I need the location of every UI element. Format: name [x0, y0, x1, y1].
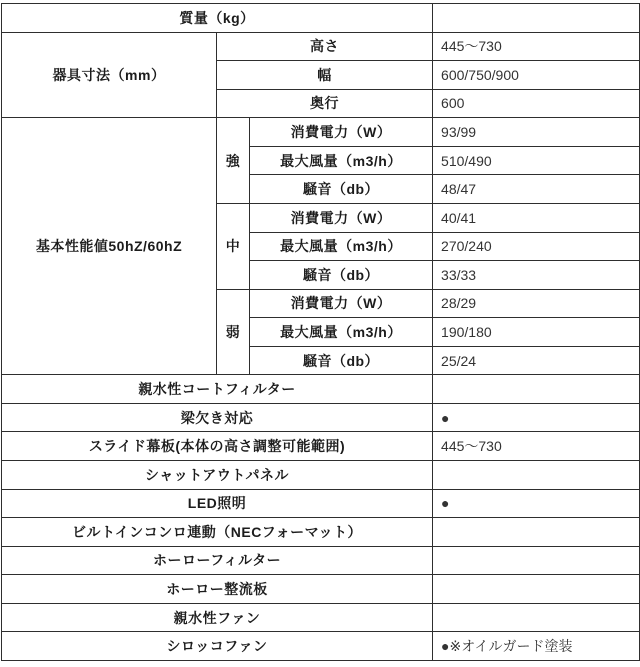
perf-weak-noise-label: 騒音（db） [250, 346, 433, 375]
row-feature-sirocco-fan [2, 632, 640, 661]
feature-label: シャットアウトパネル [2, 461, 433, 490]
dimension-depth-value: 600 [433, 89, 640, 118]
mass-label: 質量（kg） [2, 4, 433, 33]
feature-value: 445〜730 [433, 432, 640, 461]
perf-medium-power-label: 消費電力（W） [250, 203, 433, 232]
feature-label: 梁欠き対応 [2, 403, 433, 432]
perf-strong-airflow-value: 510/490 [433, 146, 640, 175]
feature-value: ● [433, 489, 640, 518]
perf-strong-airflow-label: 最大風量（m3/h） [250, 146, 433, 175]
perf-medium-airflow-value: 270/240 [433, 232, 640, 261]
feature-label: スライド幕板(本体の高さ調整可能範囲) [2, 432, 433, 461]
feature-label: ホーローフィルター [2, 546, 433, 575]
row-feature-led-light [2, 489, 640, 518]
perf-strong-noise-label: 騒音（db） [250, 175, 433, 204]
row-feature-enamel-filter [2, 546, 640, 575]
perf-medium-noise-value: 33/33 [433, 261, 640, 290]
feature-value [433, 461, 640, 490]
row-feature-beam-notch [2, 403, 640, 432]
perf-medium-label: 中 [217, 203, 250, 289]
dimension-height-value: 445〜730 [433, 32, 640, 61]
feature-value [433, 546, 640, 575]
perf-weak-power-value: 28/29 [433, 289, 640, 318]
dimension-width-value: 600/750/900 [433, 61, 640, 90]
feature-label: ホーロー整流板 [2, 575, 433, 604]
performance-group-label: 基本性能値50hZ/60hZ [2, 118, 217, 375]
feature-label: 親水性コートフィルター [2, 375, 433, 404]
feature-label: LED照明 [2, 489, 433, 518]
perf-weak-power-label: 消費電力（W） [250, 289, 433, 318]
perf-weak-airflow-label: 最大風量（m3/h） [250, 318, 433, 347]
perf-medium-power-value: 40/41 [433, 203, 640, 232]
feature-value [433, 518, 640, 547]
perf-strong-power-value: 93/99 [433, 118, 640, 147]
dimension-depth-label: 奥行 [217, 89, 433, 118]
row-mass [2, 4, 640, 33]
perf-strong-noise-value: 48/47 [433, 175, 640, 204]
feature-value: ● [433, 403, 640, 432]
feature-value: ●※オイルガード塗装 [433, 632, 640, 661]
perf-strong-label: 強 [217, 118, 250, 204]
row-feature-builtin-stove-link [2, 518, 640, 547]
row-feature-slide-panel [2, 432, 640, 461]
spec-table [1, 3, 640, 661]
perf-strong-power-label: 消費電力（W） [250, 118, 433, 147]
perf-weak-airflow-value: 190/180 [433, 318, 640, 347]
dimension-height-label: 高さ [217, 32, 433, 61]
dimension-width-label: 幅 [217, 61, 433, 90]
row-dimension-height [2, 32, 640, 61]
row-perf-strong-power [2, 118, 640, 147]
perf-weak-label: 弱 [217, 289, 250, 375]
row-feature-enamel-rectifier-plate [2, 575, 640, 604]
row-feature-shutout-panel [2, 461, 640, 490]
row-feature-hydrophilic-coat-filter [2, 375, 640, 404]
perf-medium-noise-label: 騒音（db） [250, 261, 433, 290]
feature-label: 親水性ファン [2, 603, 433, 632]
perf-medium-airflow-label: 最大風量（m3/h） [250, 232, 433, 261]
feature-value [433, 575, 640, 604]
feature-label: シロッコファン [2, 632, 433, 661]
row-feature-hydrophilic-fan [2, 603, 640, 632]
dimensions-group-label: 器具寸法（mm） [2, 32, 217, 118]
feature-value [433, 603, 640, 632]
feature-label: ビルトインコンロ連動（NECフォーマット） [2, 518, 433, 547]
perf-weak-noise-value: 25/24 [433, 346, 640, 375]
mass-value [433, 4, 640, 33]
feature-value [433, 375, 640, 404]
